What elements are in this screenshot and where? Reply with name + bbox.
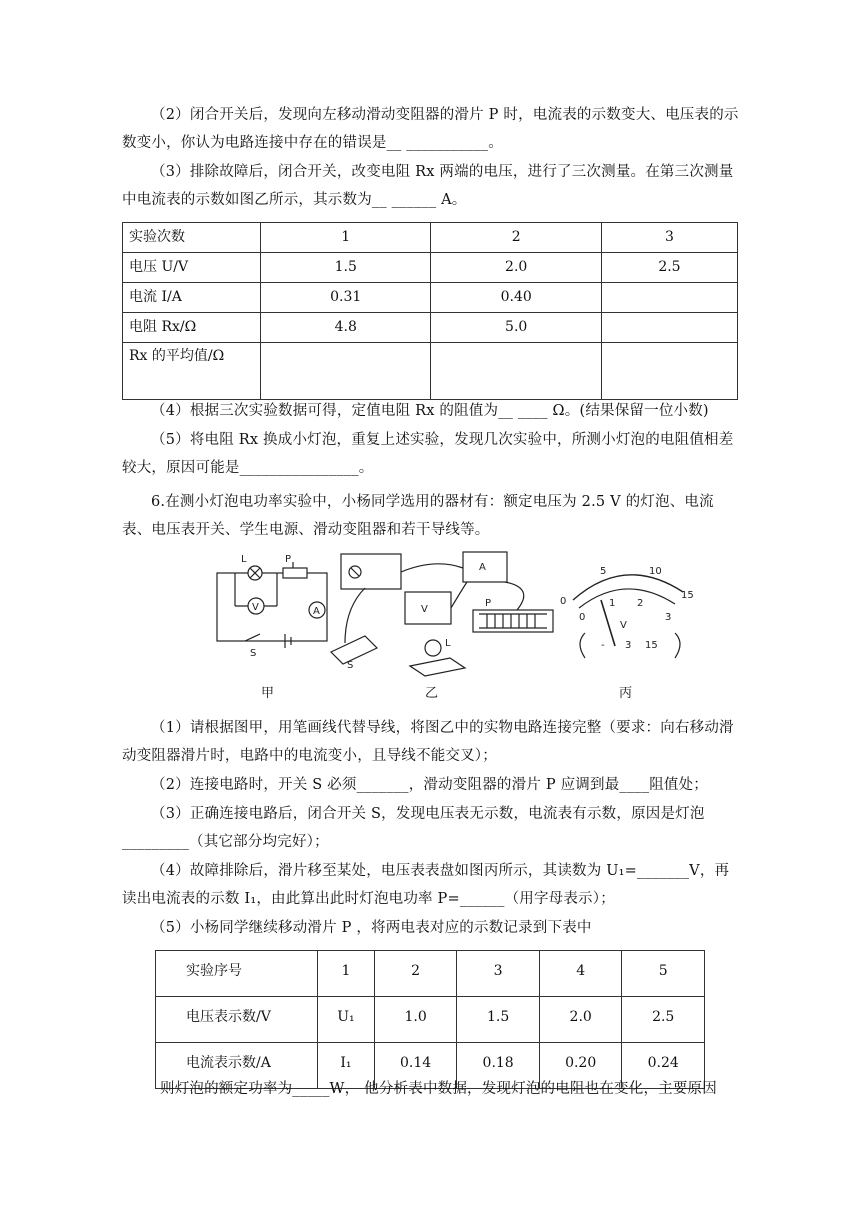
table-row — [156, 997, 705, 1043]
schematic-switch-label: S — [250, 648, 257, 659]
meter-readings-table — [155, 950, 705, 1089]
question-5-part-2: （2）闭合开关后，发现向左移动滑动变阻器的滑片 P 时，电流表的示数变大、电压表的示数变小，你认为电路连接中存在的错误是__ ___________。 — [122, 107, 739, 151]
circuit-figure — [205, 548, 695, 712]
schematic-diagram — [217, 554, 327, 659]
question-6-conclusion: 则灯泡的额定功率为_____W， 他分析表中数据，发现灯泡的电阻也在变化，主要原因 — [160, 1081, 717, 1097]
question-5-part-3: （3）排除故障后，闭合开关，改变电阻 Rx 两端的电压，进行了三次测量。在第三次测量中电流表的示数如图乙所示，其示数为__ ______ A。 — [122, 164, 734, 208]
table-cell: U₁ — [318, 997, 375, 1043]
table-cell: 5.0 — [431, 313, 601, 343]
schematic-ammeter-label: A — [313, 606, 320, 617]
table-cell: 3 — [457, 951, 540, 997]
dial-terminal: 15 — [645, 640, 658, 651]
dial-top-tick: 5 — [600, 566, 607, 577]
table-row — [156, 951, 705, 997]
table-cell: 0.20 — [539, 1043, 622, 1089]
question-6-part-5: （5）小杨同学继续移动滑片 P ，将两电表对应的示数记录到下表中 — [151, 920, 592, 936]
table-cell: 2.5 — [622, 997, 705, 1043]
table-cell — [261, 343, 431, 400]
apparatus-ammeter-label: A — [479, 562, 486, 573]
voltmeter-dial — [560, 566, 694, 658]
table-cell: 4.8 — [261, 313, 431, 343]
table-cell: 1.5 — [457, 997, 540, 1043]
apparatus-voltmeter-label: V — [421, 604, 428, 615]
table-row — [123, 253, 738, 283]
table-cell — [601, 343, 737, 400]
dial-top-tick: 10 — [649, 566, 662, 577]
table-cell: 2.5 — [601, 253, 737, 283]
table-row — [123, 223, 738, 253]
question-5-part-5: （5）将电阻 Rx 换成小灯泡，重复上述实验，发现几次实验中，所测小灯泡的电阻值相差较大，原因可能是________________。 — [122, 432, 734, 476]
table-cell: 电流 I/A — [123, 283, 261, 313]
dial-top-tick: 15 — [681, 590, 694, 601]
table-cell: 0.14 — [374, 1043, 457, 1089]
table-cell: I₁ — [318, 1043, 375, 1089]
table-row — [123, 343, 738, 400]
question-6-part-1: （1）请根据图甲，用笔画线代替导线，将图乙中的实物电路连接完整（要求：向右移动滑动变阻器滑片时，电路中的电流变小，且导线不能交叉）； — [122, 720, 734, 764]
table-cell: 1 — [318, 951, 375, 997]
table-cell: 0.24 — [622, 1043, 705, 1089]
measurement-table — [122, 222, 738, 400]
schematic-slider-label: P — [285, 554, 292, 565]
dial-bottom-tick: 2 — [637, 598, 644, 609]
table-cell: 2.0 — [539, 997, 622, 1043]
dial-bottom-tick: 3 — [665, 612, 672, 623]
apparatus-switch-label: S — [347, 660, 354, 671]
table-cell: 电阻 Rx/Ω — [123, 313, 261, 343]
dial-unit: V — [620, 620, 627, 631]
apparatus-rheostat-label: P — [485, 598, 492, 609]
table-cell: 1.0 — [374, 997, 457, 1043]
table-cell: 电流表示数/A — [156, 1043, 318, 1089]
table-cell: 4 — [539, 951, 622, 997]
table-cell: 1 — [261, 223, 431, 253]
table-cell: 2.0 — [431, 253, 601, 283]
table-cell — [601, 313, 737, 343]
dial-bottom-tick: 0 — [579, 612, 586, 623]
table-cell: 2 — [374, 951, 457, 997]
table-cell: 实验次数 — [123, 223, 261, 253]
apparatus-diagram — [331, 552, 553, 676]
table-row — [123, 313, 738, 343]
apparatus-lamp-label: L — [445, 638, 451, 649]
figure-label-bing: 丙 — [619, 686, 633, 701]
table-cell: 3 — [601, 223, 737, 253]
schematic-voltmeter-label: V — [252, 602, 259, 613]
question-6-part-3: （3）正确连接电路后，闭合开关 S，发现电压表无示数，电流表有示数，原因是灯泡_________（其它部分均完好）； — [122, 806, 705, 850]
schematic-lamp-label: L — [241, 554, 247, 565]
dial-terminal: 3 — [625, 640, 632, 651]
table-cell: 0.18 — [457, 1043, 540, 1089]
question-6-intro: 6.在测小灯泡电功率实验中，小杨同学选用的器材有：额定电压为 2.5 V 的灯泡、电流表、电压表开关、学生电源、滑动变阻器和若干导线等。 — [122, 494, 714, 538]
table-cell: 0.31 — [261, 283, 431, 313]
dial-top-tick: 0 — [560, 596, 567, 607]
figure-label-yi: 乙 — [425, 686, 439, 701]
table-cell — [431, 343, 601, 400]
question-6-part-4: （4）故障排除后，滑片移至某处，电压表表盘如图丙所示，其读数为 U₁=_______V，再读出电流表的示数 I₁，由此算出此时灯泡电功率 P=______（用字母表示）； — [122, 863, 730, 907]
table-row — [123, 283, 738, 313]
table-cell: 5 — [622, 951, 705, 997]
table-cell: 电压表示数/V — [156, 997, 318, 1043]
table-cell: 1.5 — [261, 253, 431, 283]
table-cell: Rx 的平均值/Ω — [123, 343, 261, 400]
table-cell — [601, 283, 737, 313]
table-cell: 0.40 — [431, 283, 601, 313]
dial-bottom-tick: 1 — [609, 598, 616, 609]
table-cell: 2 — [431, 223, 601, 253]
table-cell: 电压 U/V — [123, 253, 261, 283]
dial-terminal: - — [601, 640, 605, 651]
question-6-part-2: （2）连接电路时，开关 S 必须_______，滑动变阻器的滑片 P 应调到最____阻值处； — [151, 777, 708, 793]
question-5-part-4: （4）根据三次实验数据可得，定值电阻 Rx 的阻值为__ ____ Ω。(结果保留一位小数) — [151, 403, 709, 419]
figure-label-jia: 甲 — [261, 686, 275, 701]
table-cell: 实验序号 — [156, 951, 318, 997]
